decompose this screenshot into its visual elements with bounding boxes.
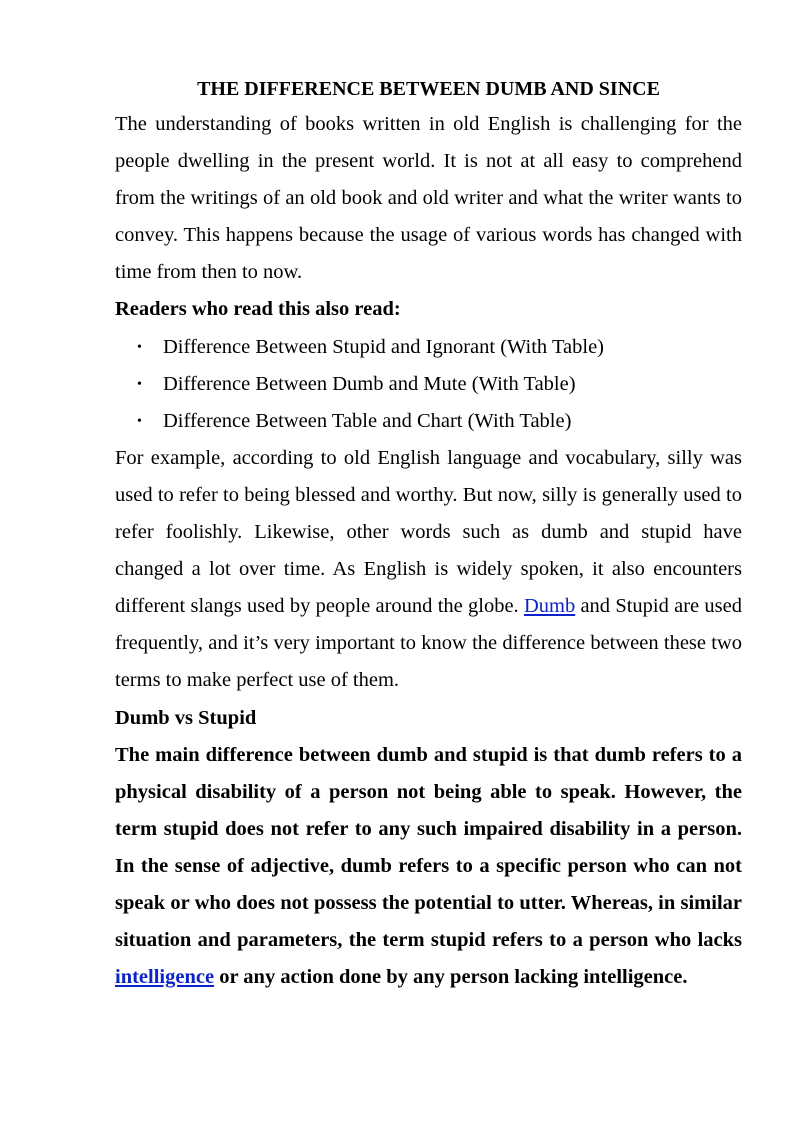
- main-difference-paragraph: [115, 737, 742, 997]
- intelligence-link[interactable]: intelligence: [115, 966, 215, 989]
- example-paragraph: [115, 440, 742, 700]
- related-item-label: Difference Between Stupid and Ignorant (With Table): [163, 335, 605, 358]
- example-text-before-link: For example, according to old English language and vocabulary, silly was used to refer to being blessed and worthy. But now, silly is generally used to refer foolishly. Likewise, other words such as dumb and stupid have changed a lot over time. As English is widely spoken, it also encounters different slangs used by people around the globe.: [115, 446, 742, 618]
- example-text-after-link: and Stupid are used frequently, and it’s very important to know the difference between these two terms to make perfect use of them.: [115, 595, 742, 692]
- related-item-3[interactable]: [115, 403, 742, 440]
- document-page: [115, 72, 742, 996]
- bullet-icon: •: [137, 413, 142, 429]
- bullet-icon: •: [137, 339, 142, 355]
- related-heading: Readers who read this also read:: [115, 298, 401, 321]
- related-item-2[interactable]: [115, 366, 742, 403]
- bullet-icon: •: [137, 376, 142, 392]
- related-item-label: Difference Between Dumb and Mute (With Table): [163, 372, 576, 395]
- main-text-before-link: The main difference between dumb and stupid is that dumb refers to a physical disability of a person not being able to speak. However, the term stupid does not refer to any such impaired disability in a person. In the sense of adjective, dumb refers to a specific person who can not speak or who does not possess the potential to utter. Whereas, in similar situation and parameters, the term stupid refers to a person who lacks: [115, 743, 742, 952]
- dumb-vs-stupid-heading: Dumb vs Stupid: [115, 706, 257, 729]
- related-item-1[interactable]: [115, 329, 742, 366]
- intro-paragraph: The understanding of books written in old English is challenging for the people dwelling in the present world. It is not at all easy to comprehend from the writings of an old book and old writer and what the writer wants to convey. This happens because the usage of various words has changed with time from then to now.: [115, 113, 742, 284]
- dumb-link[interactable]: Dumb: [523, 595, 576, 618]
- main-text-after-link: or any action done by any person lacking intelligence.: [214, 966, 688, 989]
- document-title: THE DIFFERENCE BETWEEN DUMB AND SINCE: [197, 78, 660, 100]
- related-list: [115, 329, 742, 440]
- related-item-label: Difference Between Table and Chart (With Table): [163, 409, 572, 432]
